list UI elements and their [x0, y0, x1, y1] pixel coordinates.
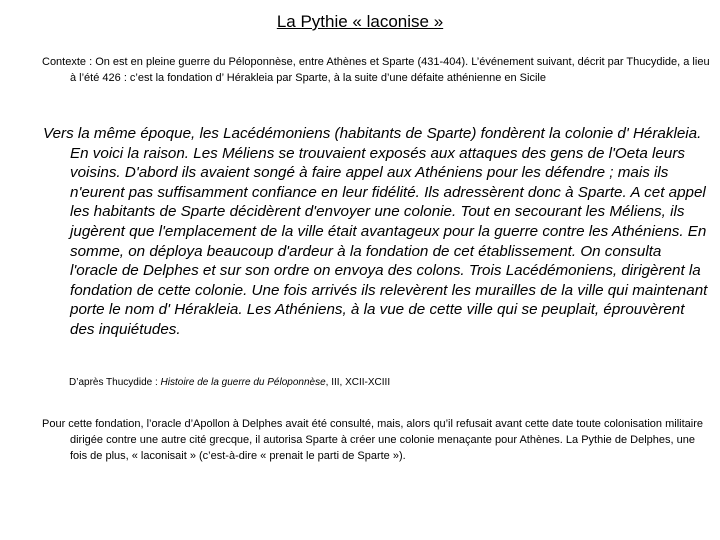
source-citation — [69, 376, 689, 390]
conclusion-paragraph: Pour cette fondation, l’oracle d’Apollon à Delphes avait été consulté, mais, alors qu’il refusait avant cette date toute colonisation militaire dirigée contre une autre cité grecque, il autorisa Sparte à créer une colonie menaçante pour Athènes. La Pythie de Delphes, une fois de plus, « laconisait » (c’est-à-dire « prenait le parti de Sparte »). — [42, 418, 703, 462]
context-paragraph: Contexte : On est en pleine guerre du Péloponnèse, entre Athènes et Sparte (431-404). L’événement suivant, décrit par Thucydide, a lieu à l’été 426 : c’est la fondation d’ Hérakleia par Sparte, à la suite d’une défaite athénienne en Sicile — [42, 56, 710, 84]
thucydides-excerpt: Vers la même époque, les Lacédémoniens (habitants de Sparte) fondèrent la colonie d' Hérakleia. En voici la raison. Les Méliens se trouvaient exposés aux attaques des gens de l'Oeta leurs voisins. D'abord ils avaient songé à faire appel aux Athéniens pour les défendre ; mais ils n'eurent pas suffisamment confiance en leur fidélité. Ils adressèrent donc à Sparte. A cet appel les habitants de Sparte décidèrent d'envoyer une colonie. Tout en secourant les Méliens, ils jugèrent que l'emplacement de la ville était avantageux pour la guerre contre les Athéniens. En somme, on déploya beaucoup d'ardeur à la fondation de cet établissement. On consulta l'oracle de Delphes et sur son ordre on envoya des colons. Trois Lacédémoniens, dirigèrent la fondation de cette colonie. Une fois arrivés ils relevèrent les murailles de la ville qui maintenant porte le nom d' Hérakleia. Les Athéniens, à la vue de cette ville qui se peuplait, éprouvèrent des inquiétudes. — [43, 125, 708, 338]
source-prefix: D’après Thucydide : — [69, 377, 161, 388]
source-reference: , III, XCII-XCIII — [325, 377, 391, 388]
source-work-title: Histoire de la guerre du Péloponnèse — [160, 377, 326, 388]
slide-title: La Pythie « laconise » — [276, 12, 444, 31]
